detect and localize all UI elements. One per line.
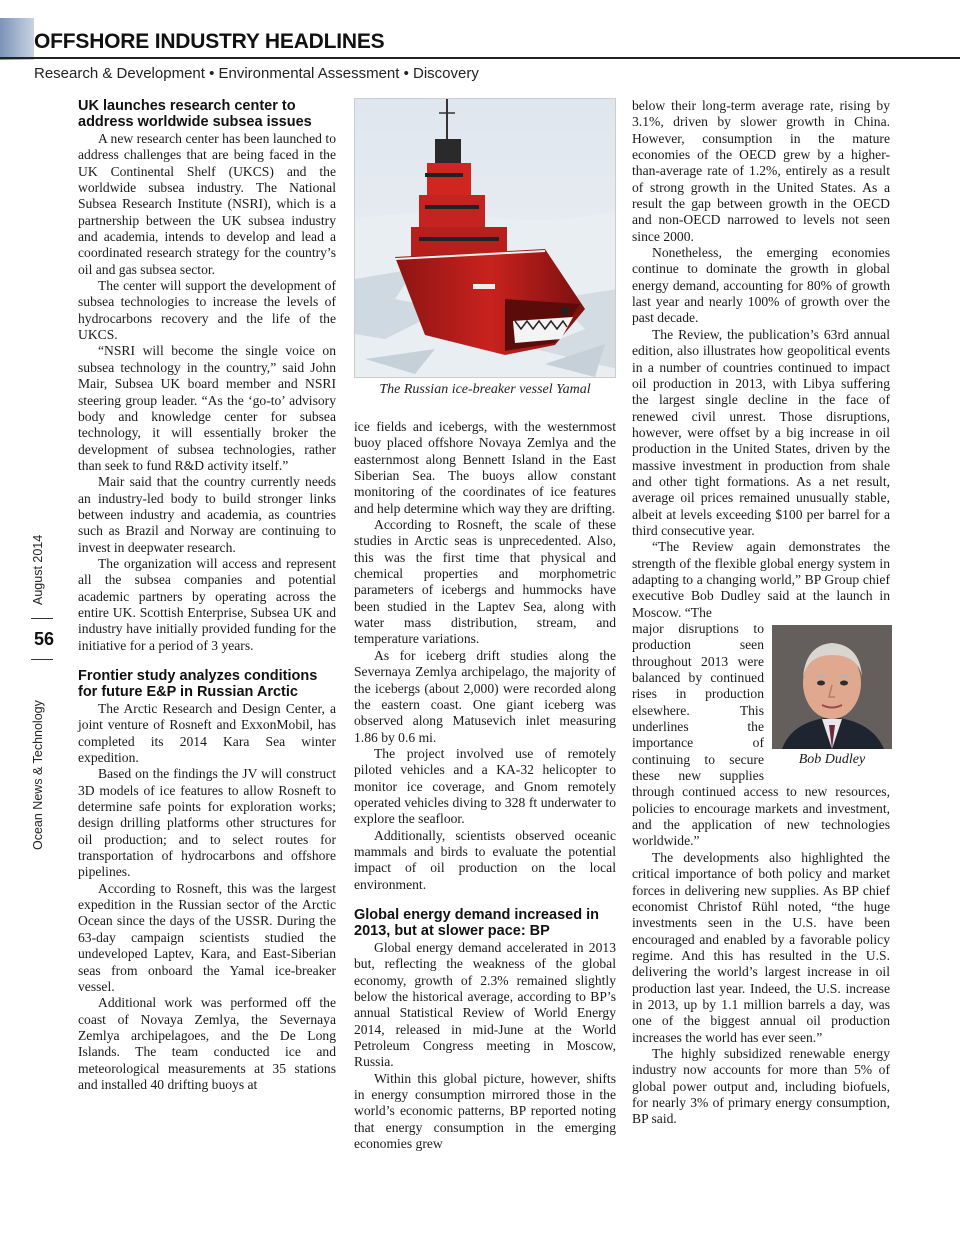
- section-subtitle: Research & Development • Environmental Assessment • Discovery: [34, 65, 479, 82]
- article-paragraph: The Review, the publication’s 63rd annual edition, also illustrates how geopolitical events in a number of countries continued to impact oil production in 2013, with Libya suffering the largest single decline in the face of renewed civil unrest. Those disruptions, however, were offset by a big increase in oil production in the United States, driven by the massive investment in production from shale and other tight formations. As a net result, average oil prices remained unusually stable, albeit at levels exceeding $100 per barrel for a third consecutive year.: [632, 326, 890, 538]
- article-paragraph: Within this global picture, however, shifts in energy consumption mirrored those in the world’s economic patterns, BP reported noting that energy consumption in the emerging economies grew: [354, 1070, 616, 1152]
- article-paragraph: major disruptions to production seen throughout 2013 were balanced by continued rises in production elsewhere. This underlines the importance of continuing to secure these new supplies through continued access to new resources, policies to encourage markets and investment, and the application of new technologies worldwide.”: [632, 621, 890, 849]
- publication-name: Ocean News & Technology: [31, 700, 45, 850]
- article-paragraph: Mair said that the country currently needs an industry-led body to build stronger links between industry and academia, as countries such as Brazil and Norway are continuing to invest in deepwater research.: [78, 474, 336, 555]
- article-paragraph: Based on the findings the JV will construct 3D models of ice features to allow Rosneft to determine safe points for exploration works; design drilling platforms other structures for oil production; and to select routes for transportation of hydrocarbons and offshore pipelines.: [78, 766, 336, 880]
- photo-caption: Bob Dudley: [798, 752, 866, 767]
- article-paragraph: The project involved use of remotely piloted vehicles and a KA-32 helicopter to monitor ice coverage, and Gnom remotely operated vehicles diving to 328 ft underwater to explore the seafloor.: [354, 745, 616, 827]
- article-headline: Frontier study analyzes conditions for future E&P in Russian Arctic: [78, 668, 318, 700]
- article-paragraph: Additionally, scientists observed oceanic mammals and birds to evaluate the potential impact of oil production on the local environment.: [354, 827, 616, 892]
- page-number: 56: [33, 629, 55, 649]
- section-title: OFFSHORE INDUSTRY HEADLINES: [34, 30, 385, 53]
- photo-caption: The Russian ice-breaker vessel Yamal: [379, 382, 591, 397]
- header-rule: [0, 57, 960, 59]
- sidebar-divider: [31, 659, 53, 660]
- article-paragraph: Global energy demand accelerated in 2013 but, reflecting the weakness of the global economy, growth of 2.3% remained slightly below the historical average, according to BP’s annual Statistical Review of World Energy 2014, released in mid-June at the World Petroleum Congress meeting in Moscow, Russia.: [354, 939, 616, 1070]
- column-2: [354, 98, 616, 1152]
- article-paragraph: below their long-term average rate, rising by 3.1%, driven by slower growth in China. However, consumption in the mature economies of the OECD grew by a higher-than-average rate of 1.2%, entirely as a result of strong growth in the United States. As a result the gap between growth in the OECD and non-OECD narrowed to levels not seen since 2000.: [632, 98, 890, 244]
- bob-dudley-photo: [772, 625, 892, 749]
- article-paragraph: A new research center has been launched to address challenges that are being faced in the UK Continental Shelf (UKCS) and the worldwide subsea industry. The National Subsea Research Institute (NSRI), which is a partnership between the UK subsea industry and academia, intends to develop and lead a coordinated research strategy for the country’s oil and gas subsea sector.: [78, 131, 336, 277]
- bob-dudley-figure: [772, 625, 892, 768]
- article-paragraph: As for iceberg drift studies along the Severnaya Zemlya archipelago, the majority of the icebergs (about 2,000) were recorded along the eastern coast. One giant iceberg was observed along Matusevich inlet measuring 1.86 by 0.6 mi.: [354, 647, 616, 745]
- article-paragraph: According to Rosneft, this was the largest expedition in the Russian sector of the Arctic Ocean since the days of the USSR. During the 63-day campaign scientists studied the undeveloped Laptev, Kara, and East-Siberian seas from onboard the Yamal ice-breaker vessel.: [78, 880, 336, 994]
- article-paragraph: Nonetheless, the emerging economies continue to dominate the growth in global energy demand, accounting for 80% of growth last year and nearly 100% of growth over the past decade.: [632, 245, 890, 326]
- article-headline: Global energy demand increased in 2013, but at slower pace: BP: [354, 906, 599, 939]
- icebreaker-photo: [354, 98, 616, 378]
- column-3: [632, 98, 890, 1128]
- article-paragraph: “NSRI will become the single voice on subsea technology in the country,” said John Mair, Subsea UK board member and NSRI steering group leader. “As the ‘go-to’ advisory body and knowledge center for subsea technology, it will essentially broker the development of subsea technologies, rather than seek to fund R&D activity itself.”: [78, 343, 336, 473]
- sidebar-divider: [31, 618, 53, 619]
- article-paragraph: Additional work was performed off the coast of Novaya Zemlya, the Severnaya Zemlya archipelagoes, and the De Long Islands. The team conducted ice and meteorological measurements at 35 stations and installed 40 drifting buoys at: [78, 995, 336, 1092]
- article-paragraph: The developments also highlighted the critical importance of both policy and market forces in delivering new supplies. As BP chief economist Christof Rühl noted, “the huge investments seen in the U.S. have been encouraged and enabled by a favorable policy regime. And this has resulted in the U.S. delivering the world’s largest increase in oil production last year. Indeed, the U.S. increase in 2013, up by 1.1 million barrels a day, was one of the biggest annual oil production increases the world has ever seen.”: [632, 849, 890, 1045]
- article-paragraph: The highly subsidized renewable energy industry now accounts for more than 5% of global power output and, including biofuels, for nearly 3% of primary energy consumption, BP said.: [632, 1045, 890, 1127]
- issue-date: August 2014: [31, 534, 45, 605]
- article-paragraph: ice fields and icebergs, with the westernmost buoy placed offshore Novaya Zemlya and the easternmost along Bennett Island in the East Siberian Sea. The buoys allow constant monitoring of the coordinates of ice features and help determine which way they are drifting.: [354, 419, 616, 516]
- article-paragraph: The center will support the development of subsea technologies to increase the levels of hydrocarbons recovery and the life of the UKCS.: [78, 278, 336, 343]
- article-paragraph: The organization will access and represent all the subsea companies and potential academic partners by operating across the entire UK. Scottish Enterprise, Subsea UK and industry have initially provided funding for the initiative for a period of 3 years.: [78, 555, 336, 653]
- article-paragraph: According to Rosneft, the scale of these studies in Arctic seas is unprecedented. Also, this was the first time that physical and chemical properties and morphometric parameters of icebergs and hummocks have been studied in the Laptev Sea, along with water mass distribution, stream, and temperature variations.: [354, 517, 616, 647]
- article-headline: UK launches research center to address worldwide subsea issues: [78, 98, 312, 130]
- header-accent-bar: [0, 18, 34, 60]
- article-paragraph: The Arctic Research and Design Center, a joint venture of Rosneft and ExxonMobil, has completed its 2014 Kara Sea winter expedition.: [78, 701, 336, 766]
- column-1: [78, 98, 336, 1093]
- article-paragraph: “The Review again demonstrates the strength of the flexible global energy system in adapting to a changing world,” BP Group chief executive Bob Dudley said at the launch in Moscow. “The: [632, 539, 890, 620]
